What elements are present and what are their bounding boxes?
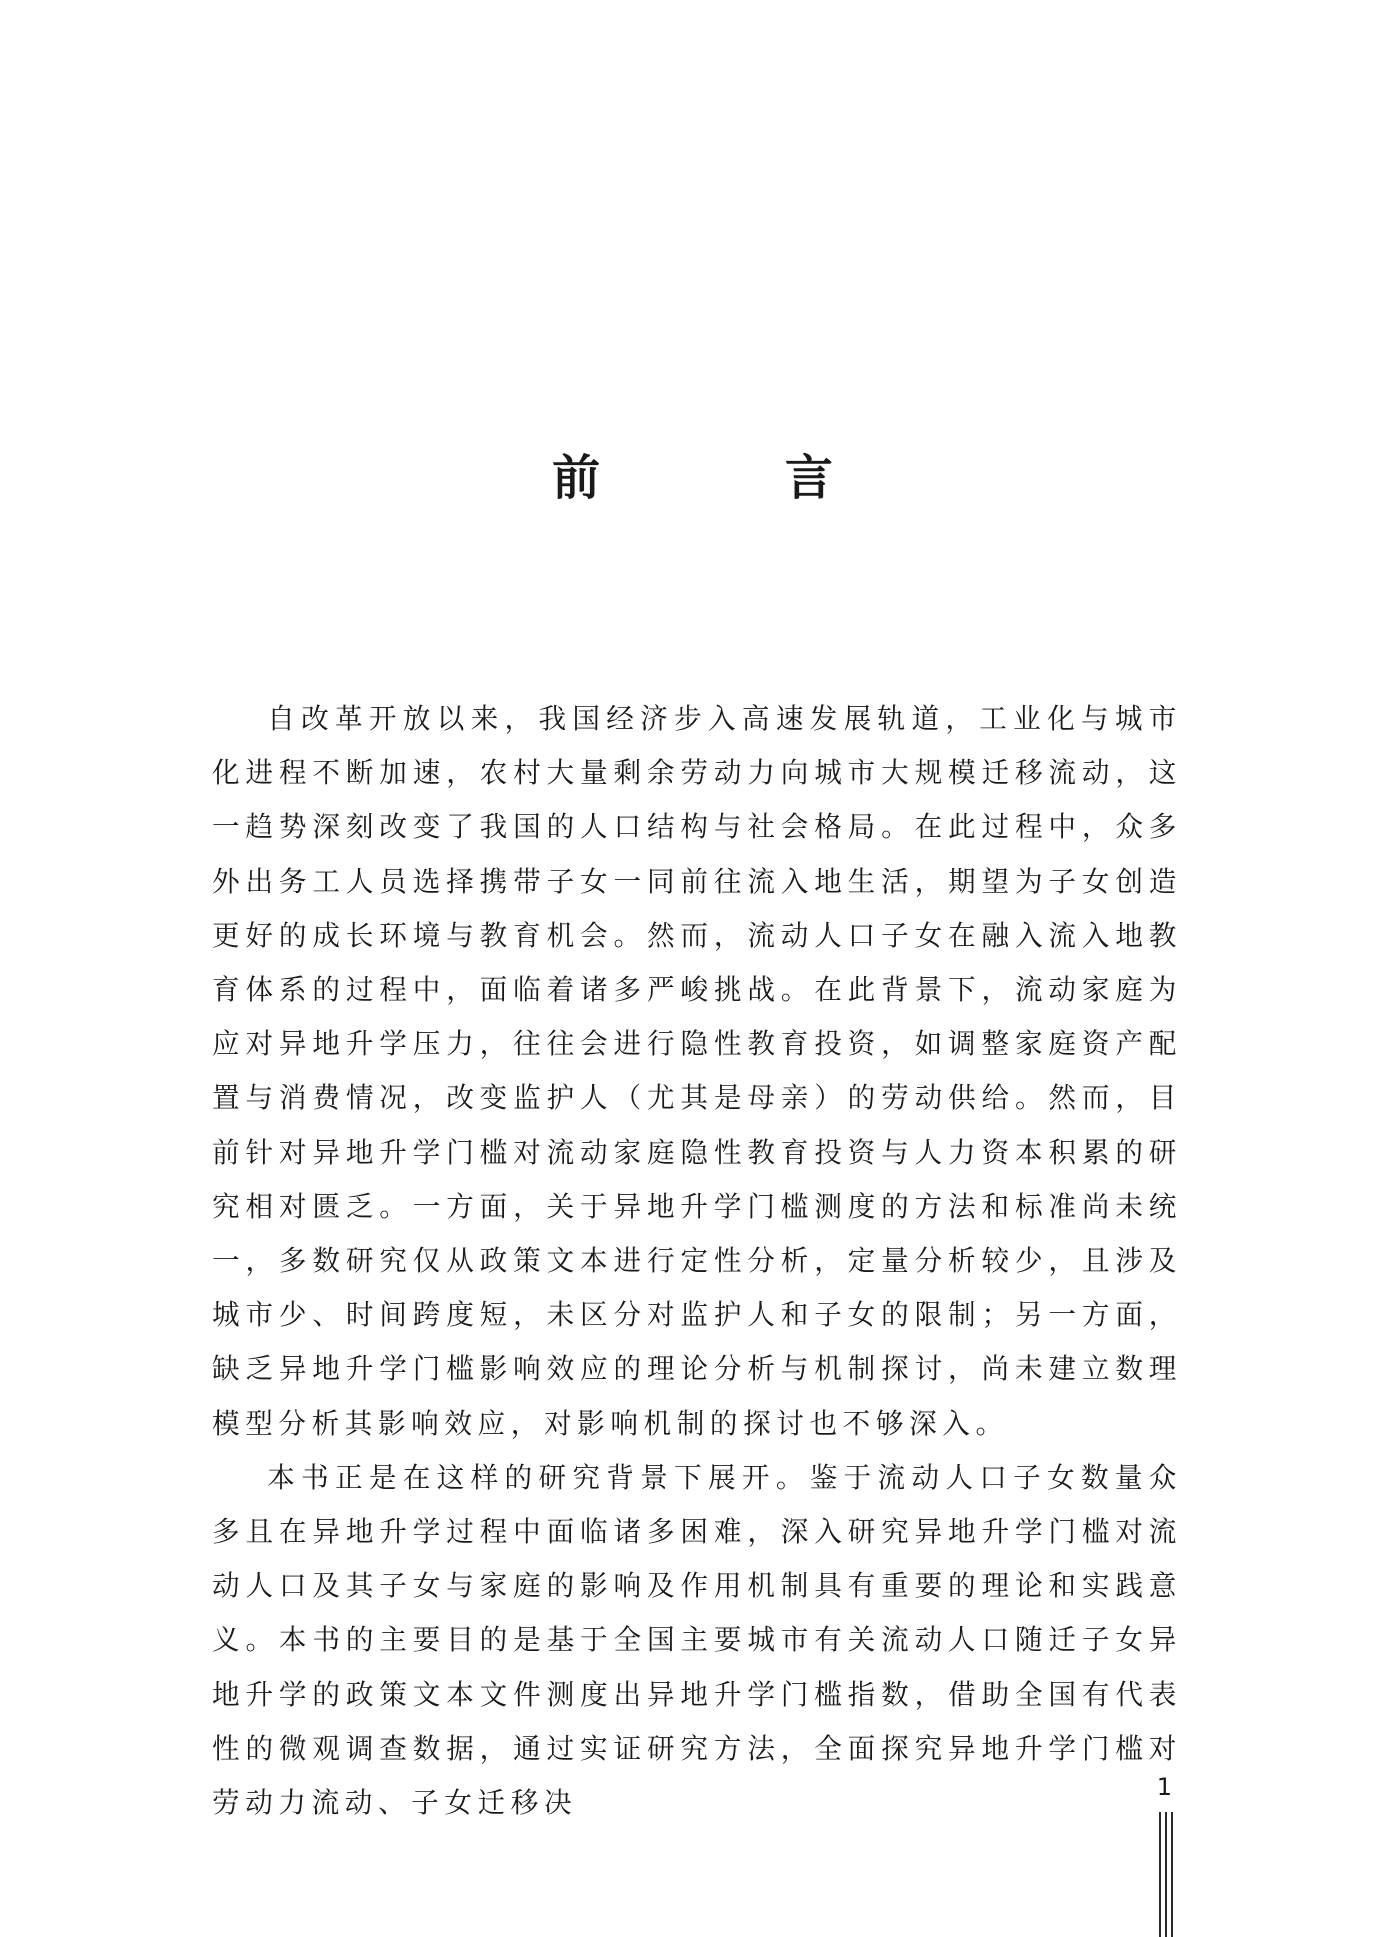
paragraph-1: 自改革开放以来，我国经济步入高速发展轨道，工业化与城市化进程不断加速，农村大量剩余劳动力向城市大规模迁移流动，这一趋势深刻改变了我国的人口结构与社会格局。在此过程中，众多外出务工人员选择携带子女一同前往流入地生活，期望为子女创造更好的成长环境与教育机会。然而，流动人口子女在融入流入地教育体系的过程中，面临着诸多严峻挑战。在此背景下，流动家庭为应对异地升学压力，往往会进行隐性教育投资，如调整家庭资产配置与消费情况，改变监护人（尤其是母亲）的劳动供给。然而，目前针对异地升学门槛对流动家庭隐性教育投资与人力资本积累的研究相对匮乏。一方面，关于异地升学门槛测度的方法和标准尚未统一，多数研究仅从政策文本进行定性分析，定量分析较少，且涉及城市少、时间跨度短，未区分对监护人和子女的限制；另一方面，缺乏异地升学门槛影响效应的理论分析与机制探讨，尚未建立数理模型分析其影响效应，对影响机制的探讨也不够深入。: [212, 702, 1182, 1440]
body-text: [212, 692, 1182, 1830]
edge-marker-lines: [1159, 1812, 1173, 1937]
edge-line: [1171, 1812, 1173, 1937]
page-number: 1: [1156, 1773, 1172, 1801]
edge-line: [1159, 1812, 1161, 1937]
page-title: 前 言: [552, 450, 917, 506]
edge-line: [1165, 1812, 1167, 1937]
paragraph-2: 本书正是在这样的研究背景下展开。鉴于流动人口子女数量众多且在异地升学过程中面临诸多困难，深入研究异地升学门槛对流动人口及其子女与家庭的影响及作用机制具有重要的理论和实践意义。本书的主要目的是基于全国主要城市有关流动人口随迁子女异地升学的政策文本文件测度出异地升学门槛指数，借助全国有代表性的微观调查数据，通过实证研究方法，全面探究异地升学门槛对劳动力流动、子女迁移决: [212, 1460, 1182, 1820]
